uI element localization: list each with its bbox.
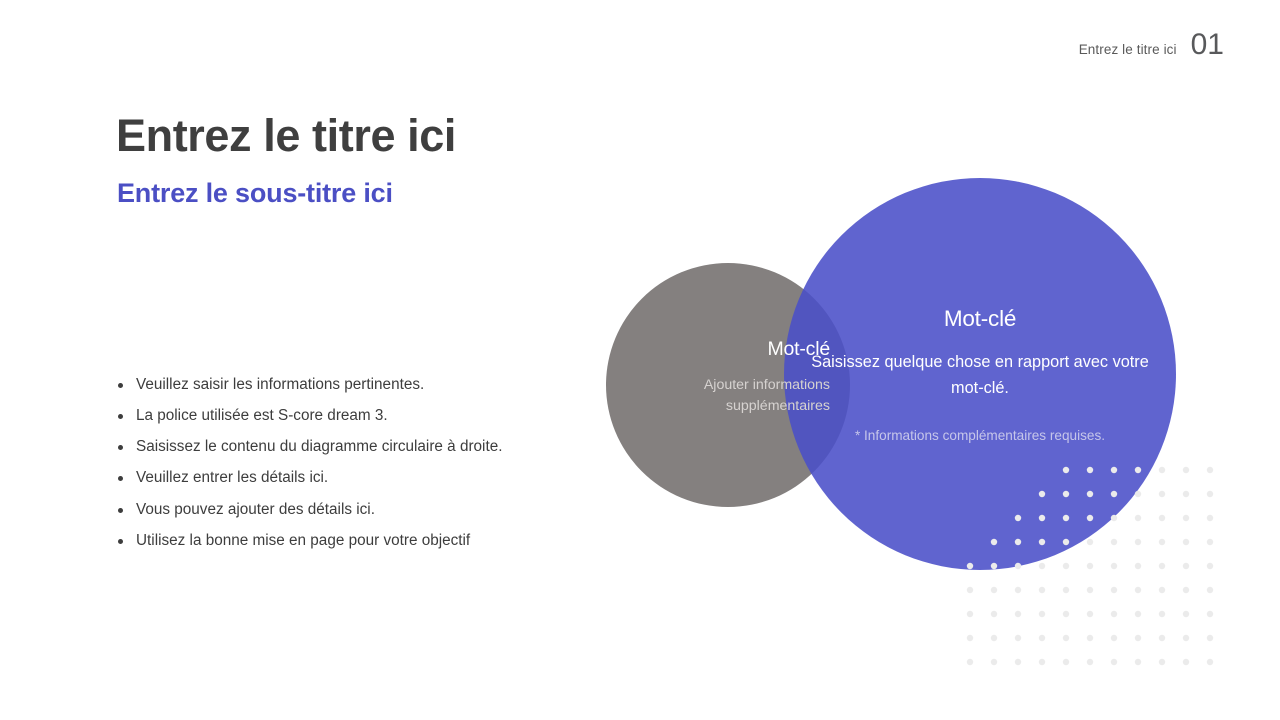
venn-left-description: Ajouter informations supplémentaires xyxy=(703,377,830,415)
page-title: Entrez le titre ici xyxy=(116,110,457,161)
venn-right-title: Mot-clé xyxy=(943,306,1017,331)
bullet-list xyxy=(118,375,588,562)
bullet-dot-icon xyxy=(118,539,123,544)
slide-number: 01 xyxy=(1190,28,1224,61)
list-item-label: La police utilisée est S-core dream 3. xyxy=(136,407,388,425)
bullet-dot-icon xyxy=(118,445,123,450)
list-item-label: Veuillez saisir les informations pertinentes. xyxy=(136,376,425,393)
venn-right-description: Saisissez quelque chose en rapport avec votre mot-clé. xyxy=(811,353,1149,398)
list-item xyxy=(118,375,588,396)
list-item-label: Utilisez la bonne mise en page pour votre objectif xyxy=(136,531,471,549)
bullet-dot-icon xyxy=(118,383,123,388)
list-item-label: Vous pouvez ajouter des détails ici. xyxy=(136,500,375,518)
venn-right-text-group xyxy=(811,306,1149,446)
list-item-label: Veuillez entrer les détails ici. xyxy=(136,469,329,487)
list-item xyxy=(118,468,588,489)
list-item-label: Saisissez le contenu du diagramme circulaire à droite. xyxy=(136,438,503,456)
bullet-dot-icon xyxy=(118,414,123,419)
list-item xyxy=(118,406,588,427)
bullet-dot-icon xyxy=(118,476,123,481)
bullet-dot-icon xyxy=(118,508,123,513)
slide-header xyxy=(1079,30,1224,60)
header-title-label: Entrez le titre ici xyxy=(1078,42,1177,57)
dot-pattern-decoration xyxy=(962,462,1232,682)
list-item xyxy=(118,437,588,458)
venn-left-text-group xyxy=(606,338,830,417)
venn-right-note: * Informations complémentaires requises. xyxy=(854,428,1106,444)
page-subtitle: Entrez le sous-titre ici xyxy=(117,178,393,208)
list-item xyxy=(118,500,588,521)
list-item xyxy=(118,531,588,552)
venn-left-title: Mot-clé xyxy=(767,338,830,360)
